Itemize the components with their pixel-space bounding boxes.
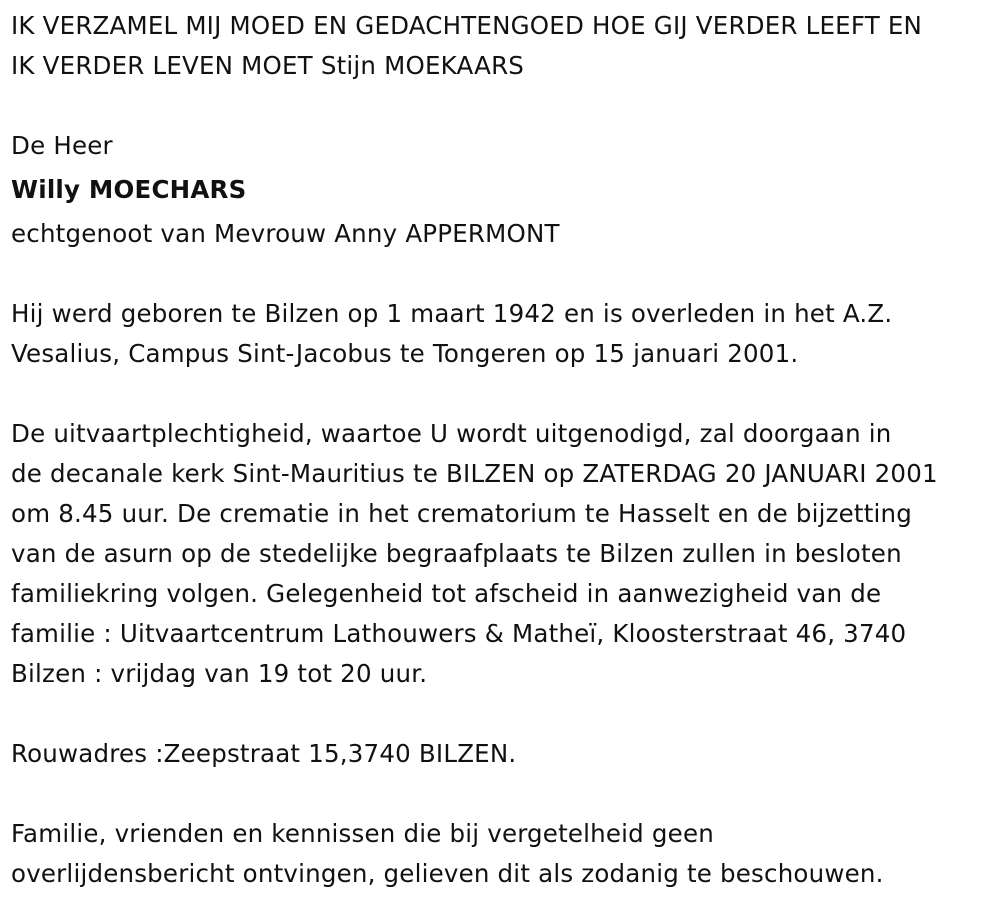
deceased-name: Willy MOECHARS xyxy=(11,175,247,204)
paragraph-line: familie : Uitvaartcentrum Lathouwers & Matheï, Kloosterstraat 46, 3740 xyxy=(11,619,907,648)
paragraph-line: Vesalius, Campus Sint-Jacobus te Tongeren op 15 januari 2001. xyxy=(11,339,799,368)
salutation: De Heer xyxy=(11,131,113,160)
paragraph-line: Hij werd geboren te Bilzen op 1 maart 1942 en is overleden in het A.Z. xyxy=(11,299,893,328)
paragraph-line: de decanale kerk Sint-Mauritius te BILZEN op ZATERDAG 20 JANUARI 2001 xyxy=(11,459,938,488)
spouse-line: echtgenoot van Mevrouw Anny APPERMONT xyxy=(11,219,560,248)
intro-line: IK VERZAMEL MIJ MOED EN GEDACHTENGOED HOE GIJ VERDER LEEFT EN xyxy=(11,11,923,40)
paragraph-line: De uitvaartplechtigheid, waartoe U wordt uitgenodigd, zal doorgaan in xyxy=(11,419,892,448)
closing-paragraph xyxy=(11,814,991,894)
intro-quote xyxy=(11,6,991,86)
paragraph-line: overlijdensbericht ontvingen, gelieven dit als zodanig te beschouwen. xyxy=(11,859,884,888)
paragraph-line: van de asurn op de stedelijke begraafplaats te Bilzen zullen in besloten xyxy=(11,539,902,568)
paragraph-line: familiekring volgen. Gelegenheid tot afscheid in aanwezigheid van de xyxy=(11,579,882,608)
paragraph-line: Familie, vrienden en kennissen die bij vergetelheid geen xyxy=(11,819,714,848)
person-block xyxy=(11,126,991,254)
address-paragraph xyxy=(11,734,991,774)
paragraph-line: Bilzen : vrijdag van 19 tot 20 uur. xyxy=(11,659,428,688)
intro-line: IK VERDER LEVEN MOET Stijn MOEKAARS xyxy=(11,51,525,80)
paragraph-line: om 8.45 uur. De crematie in het crematorium te Hasselt en de bijzetting xyxy=(11,499,913,528)
ceremony-paragraph xyxy=(11,414,991,694)
obituary-document xyxy=(11,6,991,894)
birth-death-paragraph xyxy=(11,294,991,374)
mourning-address: Rouwadres :Zeepstraat 15,3740 BILZEN. xyxy=(11,739,517,768)
